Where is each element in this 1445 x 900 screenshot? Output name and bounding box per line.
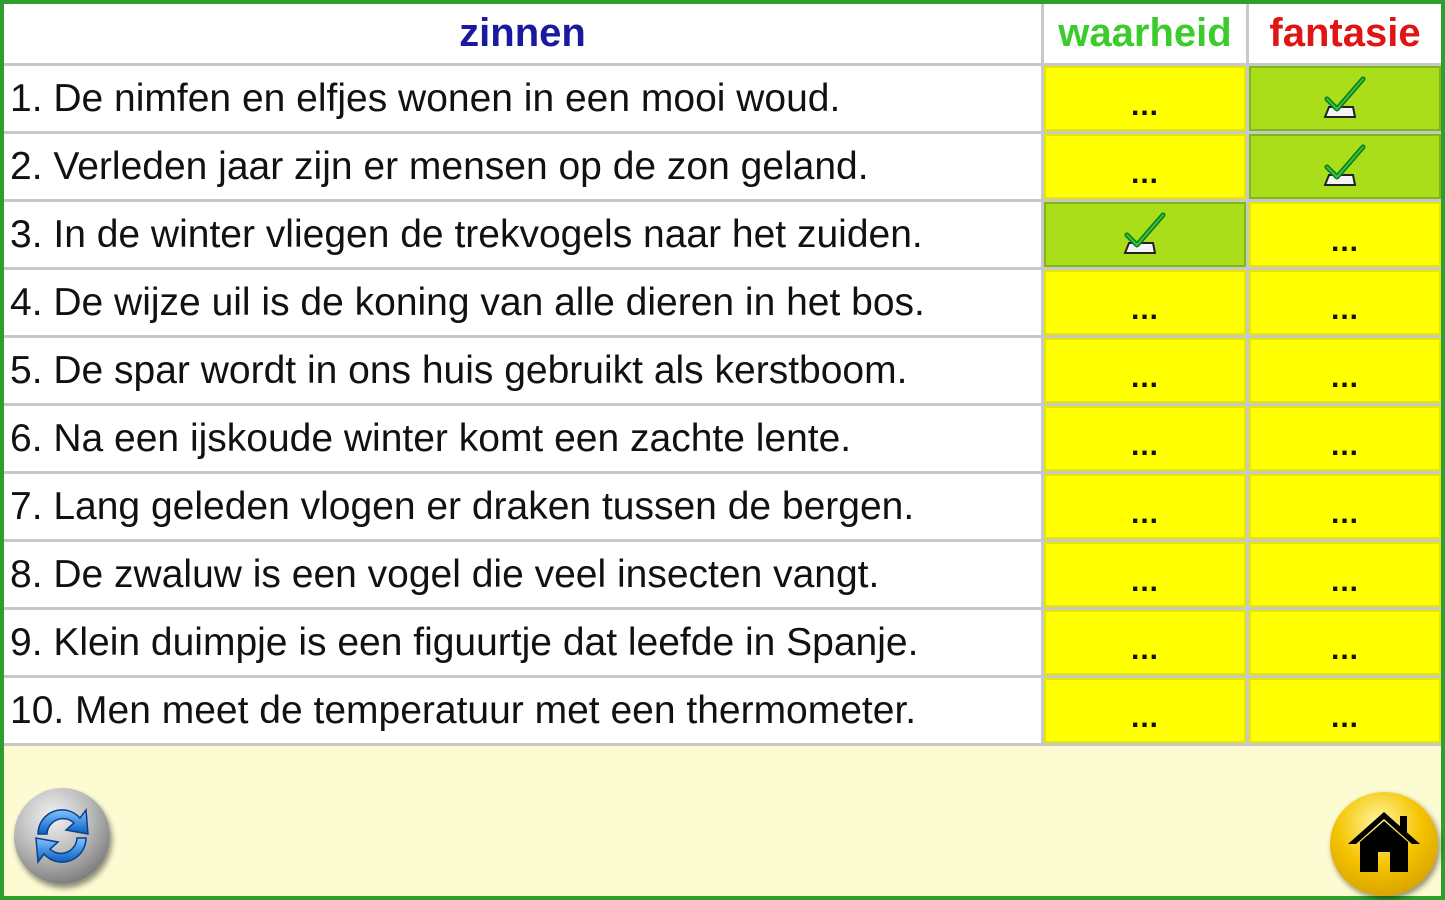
placeholder-dots: ... <box>1330 496 1359 530</box>
header-sentences: zinnen <box>4 4 1044 66</box>
fantasy-cell[interactable] <box>1249 270 1441 338</box>
placeholder-dots: ... <box>1130 292 1159 326</box>
header-truth: waarheid <box>1044 4 1249 66</box>
fantasy-cell[interactable] <box>1249 134 1441 202</box>
checkmark-icon <box>1319 141 1371 193</box>
placeholder-dots: ... <box>1130 564 1159 598</box>
sentence-text: 6. Na een ijskoude winter komt een zachte lente. <box>4 406 1044 474</box>
table-row <box>4 202 1441 270</box>
table-row <box>4 474 1441 542</box>
refresh-button[interactable] <box>14 788 110 884</box>
truth-cell[interactable] <box>1044 270 1249 338</box>
sentence-text: 7. Lang geleden vlogen er draken tussen de bergen. <box>4 474 1044 542</box>
sentence-text: 2. Verleden jaar zijn er mensen op de zon geland. <box>4 134 1044 202</box>
sentence-text: 3. In de winter vliegen de trekvogels naar het zuiden. <box>4 202 1044 270</box>
truth-cell[interactable] <box>1044 610 1249 678</box>
placeholder-dots: ... <box>1330 360 1359 394</box>
placeholder-dots: ... <box>1130 156 1159 190</box>
truth-cell[interactable] <box>1044 542 1249 610</box>
placeholder-dots: ... <box>1130 700 1159 734</box>
checkmark-icon <box>1319 73 1371 125</box>
sentence-text: 4. De wijze uil is de koning van alle dieren in het bos. <box>4 270 1044 338</box>
header-fantasy: fantasie <box>1249 4 1441 66</box>
table-row <box>4 406 1441 474</box>
sentence-table <box>4 4 1441 746</box>
fantasy-cell[interactable] <box>1249 610 1441 678</box>
table-row <box>4 542 1441 610</box>
truth-cell[interactable] <box>1044 474 1249 542</box>
table-row <box>4 678 1441 746</box>
table-body <box>4 66 1441 746</box>
placeholder-dots: ... <box>1130 428 1159 462</box>
refresh-icon <box>22 796 102 876</box>
placeholder-dots: ... <box>1330 224 1359 258</box>
table-row <box>4 610 1441 678</box>
home-button[interactable] <box>1330 792 1438 896</box>
placeholder-dots: ... <box>1330 292 1359 326</box>
placeholder-dots: ... <box>1130 632 1159 666</box>
truth-cell[interactable] <box>1044 338 1249 406</box>
placeholder-dots: ... <box>1130 88 1159 122</box>
sentence-text: 9. Klein duimpje is een figuurtje dat leefde in Spanje. <box>4 610 1044 678</box>
truth-cell[interactable] <box>1044 406 1249 474</box>
fantasy-cell[interactable] <box>1249 474 1441 542</box>
truth-cell[interactable] <box>1044 202 1249 270</box>
fantasy-cell[interactable] <box>1249 338 1441 406</box>
home-icon <box>1346 806 1422 878</box>
fantasy-cell[interactable] <box>1249 542 1441 610</box>
table-row <box>4 134 1441 202</box>
table-header-row <box>4 4 1441 66</box>
fantasy-cell[interactable] <box>1249 202 1441 270</box>
sentence-text: 1. De nimfen en elfjes wonen in een mooi woud. <box>4 66 1044 134</box>
checkmark-icon <box>1119 209 1171 261</box>
sentence-text: 8. De zwaluw is een vogel die veel insecten vangt. <box>4 542 1044 610</box>
placeholder-dots: ... <box>1330 632 1359 666</box>
placeholder-dots: ... <box>1330 700 1359 734</box>
truth-cell[interactable] <box>1044 66 1249 134</box>
table-row <box>4 270 1441 338</box>
placeholder-dots: ... <box>1330 428 1359 462</box>
placeholder-dots: ... <box>1130 496 1159 530</box>
fantasy-cell[interactable] <box>1249 678 1441 746</box>
fantasy-cell[interactable] <box>1249 66 1441 134</box>
fantasy-cell[interactable] <box>1249 406 1441 474</box>
placeholder-dots: ... <box>1130 360 1159 394</box>
sentence-text: 5. De spar wordt in ons huis gebruikt als kerstboom. <box>4 338 1044 406</box>
table-row <box>4 338 1441 406</box>
truth-cell[interactable] <box>1044 134 1249 202</box>
table-row <box>4 66 1441 134</box>
truth-cell[interactable] <box>1044 678 1249 746</box>
sentence-text: 10. Men meet de temperatuur met een thermometer. <box>4 678 1044 746</box>
placeholder-dots: ... <box>1330 564 1359 598</box>
